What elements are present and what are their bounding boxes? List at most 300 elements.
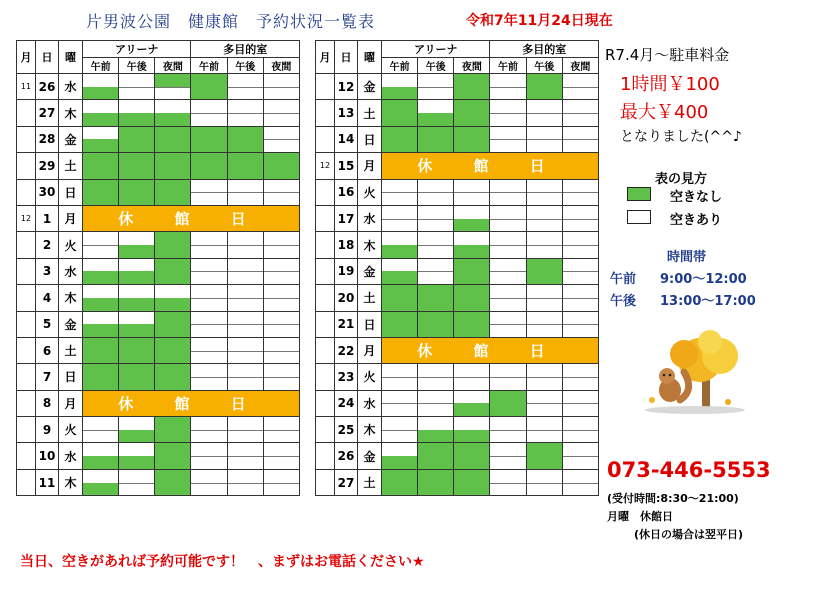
multi-pm-slot bbox=[526, 285, 562, 311]
slot-lower-half bbox=[264, 456, 299, 469]
weekday-cell: 木 bbox=[358, 417, 382, 443]
slot-lower-half bbox=[191, 245, 226, 258]
arena-night-slot bbox=[454, 311, 490, 337]
closed-day-banner: 休 館 日 bbox=[83, 205, 300, 231]
parking-line-2: 1時間￥100 bbox=[620, 74, 720, 95]
schedule-row bbox=[17, 285, 300, 311]
month-cell bbox=[316, 232, 335, 258]
slot-lower-half bbox=[228, 483, 263, 496]
arena-am-slot bbox=[83, 311, 119, 337]
slot-upper-half bbox=[418, 100, 453, 114]
slot-lower-half bbox=[264, 166, 299, 179]
slot-upper-half bbox=[563, 74, 598, 88]
schedule-row bbox=[316, 205, 599, 231]
month-cell bbox=[17, 126, 36, 152]
slot-lower-half bbox=[490, 219, 525, 232]
weekday-cell: 木 bbox=[59, 100, 83, 126]
slot-upper-half bbox=[418, 417, 453, 431]
closed-day-banner: 休 館 日 bbox=[83, 390, 300, 416]
day-cell: 2 bbox=[36, 232, 59, 258]
slot-lower-half bbox=[83, 192, 118, 205]
multi-pm-slot bbox=[227, 311, 263, 337]
arena-night-slot bbox=[454, 364, 490, 390]
multi-night-slot bbox=[263, 232, 299, 258]
slot-lower-half bbox=[119, 113, 154, 126]
schedule-row bbox=[17, 364, 300, 390]
slot-lower-half bbox=[155, 377, 190, 390]
slot-lower-half bbox=[382, 430, 417, 443]
slot-upper-half bbox=[490, 364, 525, 378]
slot-upper-half bbox=[155, 232, 190, 246]
slot-upper-half bbox=[563, 312, 598, 326]
arena-night-slot bbox=[454, 390, 490, 416]
arena-night-slot bbox=[454, 126, 490, 152]
slot-lower-half bbox=[191, 456, 226, 469]
slot-lower-half bbox=[527, 377, 562, 390]
arena-pm-slot bbox=[418, 258, 454, 284]
schedule-row bbox=[17, 126, 300, 152]
slot-upper-half bbox=[228, 180, 263, 194]
slot-lower-half bbox=[228, 351, 263, 364]
multi-am-slot bbox=[191, 100, 227, 126]
arena-pm-slot bbox=[418, 417, 454, 443]
multi-pm-slot bbox=[526, 311, 562, 337]
schedule-table-right bbox=[315, 40, 599, 496]
slot-lower-half bbox=[490, 483, 525, 496]
arena-night-slot bbox=[454, 258, 490, 284]
multi-am-slot bbox=[490, 100, 526, 126]
slot-lower-half bbox=[490, 245, 525, 258]
slot-upper-half bbox=[228, 470, 263, 484]
slot-lower-half bbox=[228, 430, 263, 443]
multi-night-slot bbox=[562, 364, 598, 390]
slot-lower-half bbox=[418, 87, 453, 100]
multi-am-slot bbox=[191, 232, 227, 258]
month-cell bbox=[316, 179, 335, 205]
slot-upper-half bbox=[264, 285, 299, 299]
schedule-row bbox=[17, 469, 300, 495]
slot-upper-half bbox=[191, 338, 226, 352]
month-cell bbox=[316, 205, 335, 231]
slot-upper-half bbox=[490, 443, 525, 457]
weekday-cell: 土 bbox=[358, 469, 382, 495]
multi-am-slot bbox=[490, 469, 526, 495]
multi-pm-header: 午後 bbox=[526, 58, 562, 74]
weekday-cell: 水 bbox=[59, 258, 83, 284]
arena-pm-slot bbox=[418, 179, 454, 205]
slot-upper-half bbox=[155, 338, 190, 352]
arena-pm-slot bbox=[119, 364, 155, 390]
month-cell bbox=[316, 364, 335, 390]
slot-lower-half bbox=[490, 87, 525, 100]
arena-night-slot bbox=[454, 417, 490, 443]
slot-upper-half bbox=[418, 74, 453, 88]
multi-night-slot bbox=[263, 443, 299, 469]
slot-lower-half bbox=[563, 456, 598, 469]
slot-upper-half bbox=[382, 443, 417, 457]
multi-pm-slot bbox=[227, 232, 263, 258]
multi-night-slot bbox=[562, 390, 598, 416]
multi-night-slot bbox=[263, 258, 299, 284]
multi-night-slot bbox=[562, 179, 598, 205]
day-cell: 14 bbox=[335, 126, 358, 152]
slot-lower-half bbox=[155, 298, 190, 311]
weekday-cell: 金 bbox=[358, 74, 382, 100]
slot-upper-half bbox=[155, 127, 190, 141]
multi-night-slot bbox=[263, 179, 299, 205]
slot-lower-half bbox=[191, 430, 226, 443]
slot-upper-half bbox=[264, 127, 299, 141]
slot-lower-half bbox=[563, 271, 598, 284]
slot-upper-half bbox=[563, 100, 598, 114]
slot-lower-half bbox=[418, 430, 453, 443]
arena-pm-slot bbox=[418, 232, 454, 258]
slot-upper-half bbox=[418, 206, 453, 220]
slot-lower-half bbox=[382, 192, 417, 205]
slot-lower-half bbox=[418, 139, 453, 152]
day-cell: 25 bbox=[335, 417, 358, 443]
day-cell: 3 bbox=[36, 258, 59, 284]
slot-upper-half bbox=[191, 232, 226, 246]
slot-upper-half bbox=[155, 470, 190, 484]
schedule-row bbox=[316, 337, 599, 363]
slot-upper-half bbox=[418, 232, 453, 246]
multi-am-slot bbox=[490, 285, 526, 311]
slot-upper-half bbox=[418, 180, 453, 194]
slot-lower-half bbox=[119, 87, 154, 100]
multi-am-slot bbox=[490, 443, 526, 469]
slot-upper-half bbox=[527, 180, 562, 194]
slot-upper-half bbox=[382, 285, 417, 299]
closed-day-banner: 休 館 日 bbox=[382, 153, 599, 179]
multi-night-slot bbox=[562, 126, 598, 152]
slot-upper-half bbox=[418, 391, 453, 405]
schedule-row bbox=[17, 443, 300, 469]
arena-am-slot bbox=[382, 469, 418, 495]
day-cell: 10 bbox=[36, 443, 59, 469]
multi-night-slot bbox=[263, 153, 299, 179]
slot-lower-half bbox=[527, 298, 562, 311]
multi-am-slot bbox=[191, 258, 227, 284]
slot-lower-half bbox=[418, 377, 453, 390]
slot-lower-half bbox=[228, 377, 263, 390]
arena-am-slot bbox=[83, 100, 119, 126]
multi-pm-slot bbox=[227, 153, 263, 179]
slot-upper-half bbox=[83, 338, 118, 352]
slot-lower-half bbox=[191, 483, 226, 496]
multi-am-slot bbox=[490, 311, 526, 337]
slot-upper-half bbox=[191, 100, 226, 114]
arena-am-slot bbox=[382, 311, 418, 337]
slot-upper-half bbox=[382, 127, 417, 141]
weekday-cell: 月 bbox=[358, 153, 382, 179]
multi-am-slot bbox=[191, 285, 227, 311]
slot-lower-half bbox=[563, 139, 598, 152]
slot-upper-half bbox=[563, 364, 598, 378]
slot-lower-half bbox=[563, 192, 598, 205]
slot-lower-half bbox=[527, 245, 562, 258]
arena-night-slot bbox=[155, 100, 191, 126]
multi-night-slot bbox=[263, 417, 299, 443]
slot-lower-half bbox=[563, 298, 598, 311]
slot-lower-half bbox=[83, 483, 118, 496]
slot-lower-half bbox=[527, 271, 562, 284]
multi-am-slot bbox=[191, 311, 227, 337]
slot-lower-half bbox=[155, 271, 190, 284]
slot-upper-half bbox=[454, 364, 489, 378]
month-cell bbox=[17, 443, 36, 469]
slot-lower-half bbox=[490, 192, 525, 205]
arena-night-slot bbox=[155, 232, 191, 258]
phone-number[interactable]: 073-446-5553 bbox=[607, 458, 771, 482]
footer-message: 当日、空きがあれば予約可能です！ 、まずはお電話ください★ bbox=[20, 554, 425, 570]
arena-am-slot bbox=[83, 469, 119, 495]
arena-am-slot bbox=[382, 126, 418, 152]
slot-lower-half bbox=[563, 87, 598, 100]
day-cell: 28 bbox=[36, 126, 59, 152]
month-cell bbox=[17, 100, 36, 126]
multi-am-header: 午前 bbox=[490, 58, 526, 74]
schedule-row bbox=[316, 417, 599, 443]
month-cell bbox=[316, 417, 335, 443]
arena-am-slot bbox=[382, 258, 418, 284]
weekday-cell: 水 bbox=[358, 205, 382, 231]
slot-lower-half bbox=[264, 139, 299, 152]
arena-am-slot bbox=[382, 285, 418, 311]
slot-upper-half bbox=[83, 312, 118, 326]
multi-am-slot bbox=[191, 179, 227, 205]
day-header: 日 bbox=[36, 41, 59, 74]
slot-upper-half bbox=[155, 312, 190, 326]
arena-night-slot bbox=[454, 232, 490, 258]
slot-upper-half bbox=[418, 312, 453, 326]
multi-night-slot bbox=[263, 337, 299, 363]
multi-night-slot bbox=[562, 232, 598, 258]
schedule-row bbox=[316, 100, 599, 126]
slot-lower-half bbox=[490, 456, 525, 469]
multi-pm-slot bbox=[227, 337, 263, 363]
multi-am-slot bbox=[490, 390, 526, 416]
slot-upper-half bbox=[454, 417, 489, 431]
arena-am-slot bbox=[382, 390, 418, 416]
weekday-cell: 火 bbox=[59, 417, 83, 443]
slot-upper-half bbox=[527, 417, 562, 431]
slot-upper-half bbox=[191, 417, 226, 431]
multi-night-slot bbox=[562, 311, 598, 337]
multi-night-slot bbox=[562, 258, 598, 284]
pm-time: 13:00〜17:00 bbox=[660, 294, 756, 309]
slot-upper-half bbox=[264, 364, 299, 378]
multi-room-header: 多目的室 bbox=[191, 41, 300, 58]
slot-lower-half bbox=[527, 192, 562, 205]
month-header: 月 bbox=[17, 41, 36, 74]
slot-upper-half bbox=[191, 259, 226, 273]
slot-lower-half bbox=[382, 403, 417, 416]
arena-pm-slot bbox=[418, 364, 454, 390]
slot-upper-half bbox=[382, 100, 417, 114]
slot-lower-half bbox=[264, 298, 299, 311]
slot-upper-half bbox=[563, 443, 598, 457]
arena-pm-slot bbox=[418, 100, 454, 126]
slot-lower-half bbox=[382, 377, 417, 390]
slot-lower-half bbox=[83, 456, 118, 469]
day-cell: 20 bbox=[335, 285, 358, 311]
slot-upper-half bbox=[527, 206, 562, 220]
slot-lower-half bbox=[228, 456, 263, 469]
slot-lower-half bbox=[119, 271, 154, 284]
slot-lower-half bbox=[418, 192, 453, 205]
dow-header: 曜 bbox=[358, 41, 382, 74]
slot-upper-half bbox=[563, 206, 598, 220]
closed-day-banner: 休 館 日 bbox=[382, 337, 599, 363]
multi-pm-slot bbox=[227, 179, 263, 205]
arena-pm-slot bbox=[119, 337, 155, 363]
arena-am-slot bbox=[83, 74, 119, 100]
slot-lower-half bbox=[454, 113, 489, 126]
slot-lower-half bbox=[454, 483, 489, 496]
closed-holiday-note: (休日の場合は翌平日) bbox=[634, 528, 744, 541]
slot-lower-half bbox=[119, 192, 154, 205]
slot-lower-half bbox=[563, 403, 598, 416]
slot-lower-half bbox=[191, 351, 226, 364]
weekday-cell: 日 bbox=[358, 126, 382, 152]
slot-upper-half bbox=[155, 153, 190, 167]
month-cell bbox=[316, 100, 335, 126]
multi-night-slot bbox=[263, 126, 299, 152]
schedule-row bbox=[316, 126, 599, 152]
month-cell bbox=[17, 258, 36, 284]
arena-am-slot bbox=[382, 364, 418, 390]
time-band-title: 時間帯 bbox=[667, 250, 707, 265]
slot-upper-half bbox=[490, 391, 525, 405]
month-cell bbox=[316, 311, 335, 337]
arena-pm-slot bbox=[119, 232, 155, 258]
slot-lower-half bbox=[155, 113, 190, 126]
day-cell: 23 bbox=[335, 364, 358, 390]
schedule-row bbox=[17, 232, 300, 258]
slot-lower-half bbox=[83, 139, 118, 152]
am-label: 午前 bbox=[610, 272, 637, 287]
slot-lower-half bbox=[563, 219, 598, 232]
slot-upper-half bbox=[264, 417, 299, 431]
multi-pm-slot bbox=[227, 74, 263, 100]
weekday-cell: 土 bbox=[59, 337, 83, 363]
slot-upper-half bbox=[382, 364, 417, 378]
slot-lower-half bbox=[228, 298, 263, 311]
slot-lower-half bbox=[191, 139, 226, 152]
arena-pm-slot bbox=[119, 153, 155, 179]
multi-pm-slot bbox=[526, 100, 562, 126]
arena-header: アリーナ bbox=[83, 41, 191, 58]
slot-lower-half bbox=[527, 113, 562, 126]
slot-upper-half bbox=[119, 180, 154, 194]
day-cell: 7 bbox=[36, 364, 59, 390]
slot-upper-half bbox=[527, 391, 562, 405]
slot-upper-half bbox=[418, 364, 453, 378]
slot-lower-half bbox=[228, 87, 263, 100]
slot-lower-half bbox=[119, 245, 154, 258]
weekday-cell: 金 bbox=[59, 126, 83, 152]
legend-title: 表の見方 bbox=[655, 172, 708, 187]
arena-am-slot bbox=[83, 153, 119, 179]
schedule-row bbox=[316, 285, 599, 311]
slot-lower-half bbox=[563, 430, 598, 443]
month-cell bbox=[316, 390, 335, 416]
weekday-cell: 火 bbox=[59, 232, 83, 258]
arena-pm-slot bbox=[418, 390, 454, 416]
slot-upper-half bbox=[119, 443, 154, 457]
multi-pm-slot bbox=[227, 443, 263, 469]
slot-upper-half bbox=[228, 417, 263, 431]
arena-pm-slot bbox=[418, 126, 454, 152]
page-title: 片男波公園 健康館 予約状況一覧表 bbox=[86, 12, 376, 31]
schedule-row bbox=[316, 469, 599, 495]
month-cell bbox=[17, 364, 36, 390]
slot-upper-half bbox=[454, 100, 489, 114]
arena-night-slot bbox=[155, 179, 191, 205]
multi-night-slot bbox=[263, 364, 299, 390]
slot-upper-half bbox=[264, 74, 299, 88]
slot-lower-half bbox=[454, 456, 489, 469]
slot-lower-half bbox=[454, 192, 489, 205]
slot-upper-half bbox=[454, 470, 489, 484]
schedule-row bbox=[316, 74, 599, 100]
slot-lower-half bbox=[454, 403, 489, 416]
slot-lower-half bbox=[490, 113, 525, 126]
slot-upper-half bbox=[527, 232, 562, 246]
multi-pm-slot bbox=[526, 258, 562, 284]
arena-pm-slot bbox=[119, 74, 155, 100]
multi-night-slot bbox=[562, 74, 598, 100]
slot-lower-half bbox=[155, 430, 190, 443]
arena-night-slot bbox=[454, 179, 490, 205]
slot-lower-half bbox=[418, 324, 453, 337]
multi-pm-slot bbox=[526, 179, 562, 205]
weekday-cell: 木 bbox=[59, 285, 83, 311]
schedule-row bbox=[316, 364, 599, 390]
slot-lower-half bbox=[228, 245, 263, 258]
slot-lower-half bbox=[119, 324, 154, 337]
slot-upper-half bbox=[155, 443, 190, 457]
slot-lower-half bbox=[119, 139, 154, 152]
month-cell bbox=[17, 390, 36, 416]
schedule-row bbox=[17, 205, 300, 231]
day-cell: 26 bbox=[335, 443, 358, 469]
arena-pm-slot bbox=[119, 126, 155, 152]
slot-lower-half bbox=[418, 403, 453, 416]
weekday-cell: 土 bbox=[59, 153, 83, 179]
multi-am-slot bbox=[191, 469, 227, 495]
slot-lower-half bbox=[454, 377, 489, 390]
multi-pm-slot bbox=[227, 469, 263, 495]
slot-lower-half bbox=[228, 324, 263, 337]
slot-lower-half bbox=[418, 219, 453, 232]
arena-night-slot bbox=[155, 126, 191, 152]
slot-upper-half bbox=[563, 391, 598, 405]
day-cell: 5 bbox=[36, 311, 59, 337]
arena-am-slot bbox=[83, 126, 119, 152]
month-cell bbox=[316, 337, 335, 363]
arena-am-slot bbox=[382, 100, 418, 126]
slot-upper-half bbox=[527, 127, 562, 141]
slot-lower-half bbox=[418, 113, 453, 126]
slot-lower-half bbox=[155, 139, 190, 152]
slot-upper-half bbox=[418, 127, 453, 141]
slot-lower-half bbox=[454, 87, 489, 100]
slot-lower-half bbox=[382, 113, 417, 126]
slot-lower-half bbox=[264, 271, 299, 284]
legend-open-label: 空きあり bbox=[670, 213, 723, 228]
